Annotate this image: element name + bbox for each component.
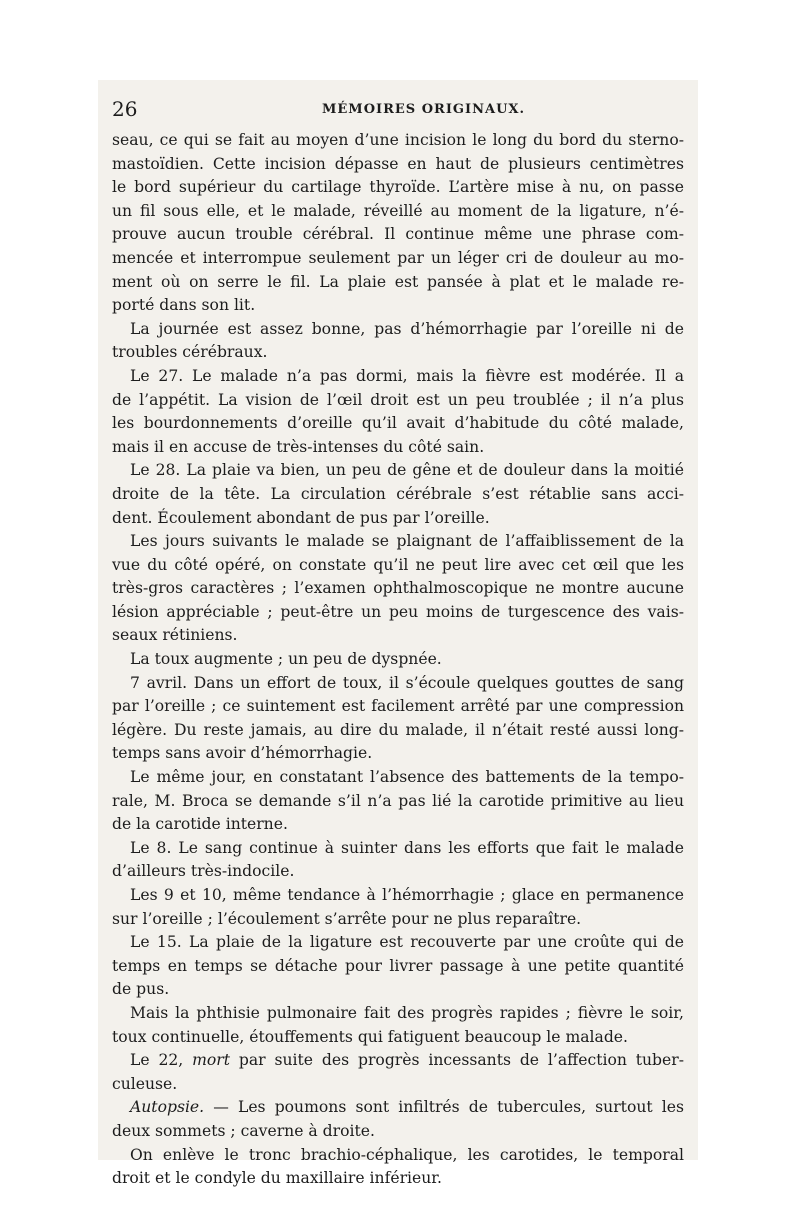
text-line: droite de la tête. La circulation cérébrale s’est rétablie sans acci- [112, 484, 684, 503]
text-line: mastoïdien. Cette incision dépasse en haut de plusieurs centimètres [112, 154, 684, 173]
text-run: Le 22, [130, 1051, 193, 1070]
text-line: le bord supérieur du cartilage thyroïde. L’artère mise à nu, on passe [112, 178, 684, 197]
text-line: On enlève le tronc brachio-céphalique, les carotides, le temporal [130, 1145, 684, 1164]
text-line: Les 9 et 10, même tendance à l’hémorrhagie ; glace en permanence [130, 886, 684, 904]
text-line: un fil sous elle, et le malade, réveillé au moment de la ligature, n’é- [112, 201, 684, 220]
italic-word: mort [192, 1051, 231, 1070]
body-text [112, 129, 684, 1191]
text-line: toux continuelle, étouffements qui fatiguent beaucoup le malade. [112, 1027, 628, 1046]
text-line: lésion appréciable ; peut-être un peu moins de turgescence des vais- [112, 602, 684, 621]
text-line: La toux augmente ; un peu de dyspnée. [130, 650, 442, 669]
text-line: deux sommets ; caverne à droite. [112, 1121, 375, 1140]
text-line: les bourdonnements d’oreille qu’il avait d’habitude du côté malade, [112, 414, 684, 433]
text-line: Le 27. Le malade n’a pas dormi, mais la fièvre est modérée. Il a [130, 366, 684, 385]
text-line: de la carotide interne. [112, 815, 288, 834]
running-head: MÉMOIRES ORIGINAUX. [322, 102, 526, 117]
text-line: seaux rétiniens. [112, 626, 238, 645]
text-line: La journée est assez bonne, pas d’hémorrhagie par l’oreille ni de [130, 319, 684, 338]
text-line: Le même jour, en constatant l’absence des battements de la tempo- [130, 768, 684, 787]
text-line: Mais la phthisie pulmonaire fait des progrès rapides ; fièvre le soir, [130, 1003, 684, 1022]
text-line: mencée et interrompue seulement par un léger cri de douleur au mo- [112, 248, 684, 267]
text-line [112, 1049, 684, 1073]
text-run: — Les poumons sont infiltrés de tubercules, surtout les [204, 1098, 684, 1117]
page-header [112, 97, 688, 121]
text-line: temps en temps se détache pour livrer passage à une petite quantité [112, 956, 684, 975]
text-line: très-gros caractères ; l’examen ophthalmoscopique ne montre aucune [112, 579, 684, 598]
text-line: dent. Écoulement abondant de pus par l’oreille. [112, 508, 490, 527]
text-line: vue du côté opéré, on constate qu’il ne peut lire avec cet œil que les [112, 555, 684, 574]
text-line: prouve aucun trouble cérébral. Il continue même une phrase com- [112, 225, 684, 244]
text-line: Le 8. Le sang continue à suinter dans les efforts que fait le malade [130, 838, 684, 857]
text-line: légère. Du reste jamais, au dire du malade, il n’était resté aussi long- [112, 720, 684, 739]
text-line: temps sans avoir d’hémorrhagie. [112, 744, 373, 763]
text-line [112, 1096, 684, 1120]
text-line: Les jours suivants le malade se plaignant de l’affaiblissement de la [130, 532, 684, 551]
text-line: sur l’oreille ; l’écoulement s’arrête pour ne plus reparaître. [112, 909, 582, 928]
text-line: porté dans son lit. [112, 296, 256, 315]
text-line: de pus. [112, 980, 170, 999]
text-run: par suite des progrès incessants de l’affection tuber- [230, 1051, 684, 1070]
text-line: de l’appétit. La vision de l’œil droit est un peu troublée ; il n’a plus [112, 390, 684, 409]
text-line: seau, ce qui se fait au moyen d’une incision le long du bord du sterno- [112, 131, 684, 149]
text-line: Le 28. La plaie va bien, un peu de gêne et de douleur dans la moitié [130, 461, 684, 480]
text-line: par l’oreille ; ce suintement est facilement arrêté par une compression [112, 697, 684, 716]
text-line: droit et le condyle du maxillaire inférieur. [112, 1169, 442, 1188]
page-number: 26 [112, 97, 138, 121]
text-line: ment où on serre le fil. La plaie est pansée à plat et le malade re- [112, 272, 684, 291]
text-line: rale, M. Broca se demande s’il n’a pas lié la carotide primitive au lieu [112, 791, 684, 810]
text-line: culeuse. [112, 1074, 178, 1093]
section-label: Autopsie. [130, 1098, 205, 1117]
text-line: troubles cérébraux. [112, 343, 268, 362]
text-line: d’ailleurs très-indocile. [112, 862, 295, 881]
text-line: mais il en accuse de très-intenses du côté sain. [112, 437, 485, 456]
text-line: 7 avril. Dans un effort de toux, il s’écoule quelques gouttes de sang [130, 673, 684, 692]
text-line: Le 15. La plaie de la ligature est recouverte par une croûte qui de [130, 933, 684, 952]
